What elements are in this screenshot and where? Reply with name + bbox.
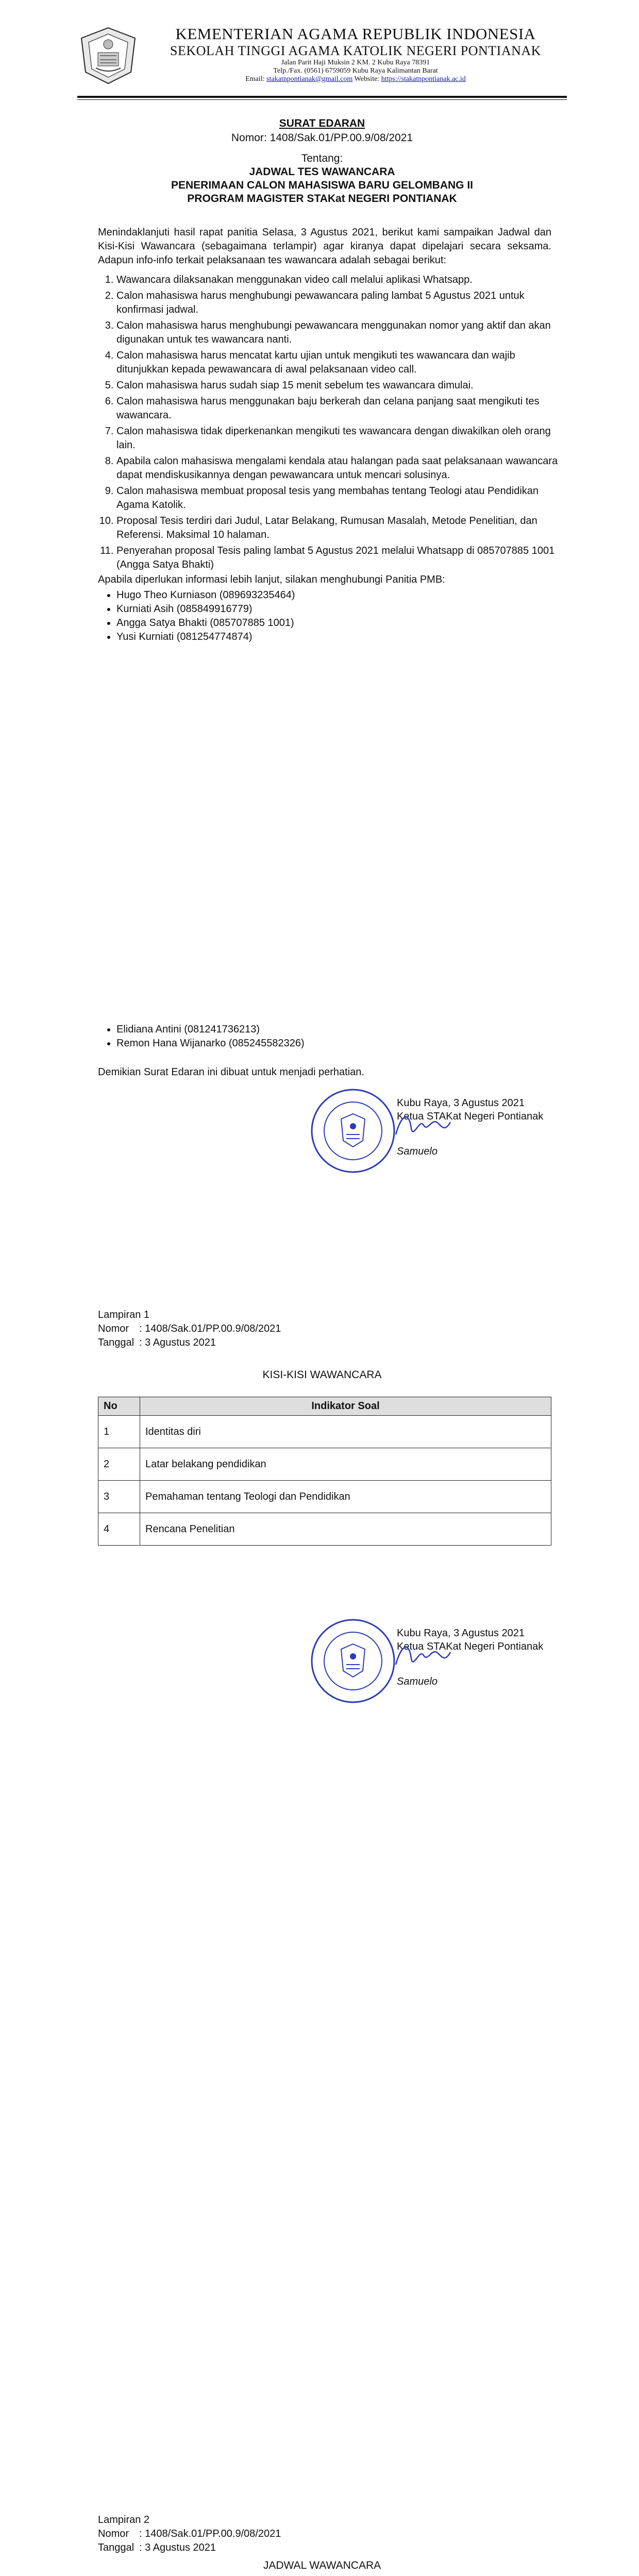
- nomor-key: Nomor: [98, 2528, 129, 2539]
- contact-intro: Apabila diperlukan informasi lebih lanjut, silakan menghubungi Panitia PMB:: [98, 574, 445, 585]
- row-number: 2: [98, 1448, 140, 1481]
- row-indicator: Latar belakang pendidikan: [140, 1448, 551, 1481]
- ministry-name: KEMENTERIAN AGAMA REPUBLIK INDONESIA: [175, 25, 536, 43]
- contact-list: [98, 588, 477, 644]
- page-surat-edaran: [0, 0, 639, 1205]
- contact-list-continued: [98, 1023, 477, 1050]
- jadwal-title: JADWAL WAWANCARA: [263, 2560, 381, 2571]
- tanggal-value: : 3 Agustus 2021: [139, 1337, 216, 1348]
- row-number: 3: [98, 1481, 140, 1513]
- list-item: 6. Calon mahasiswa harus menggunakan baju berkerah dan celana panjang saat mengikuti tes wawancara.: [116, 395, 570, 422]
- school-name: SEKOLAH TINGGI AGAMA KATOLIK NEGERI PONTIANAK: [170, 43, 541, 58]
- kementerian-agama-logo-icon: [77, 25, 139, 87]
- row-indicator: Identitas diri: [140, 1416, 551, 1448]
- contact-item: • Yusi Kurniati (081254774874): [116, 630, 477, 644]
- list-item: 4. Calon mahasiswa harus mencatat kartu ujian untuk mengikuti tes wawancara dan wajib ditunjukkan kepada pewawancara di awal pelaksanaan video call.: [116, 349, 570, 377]
- closing-sentence: Demikian Surat Edaran ini dibuat untuk menjadi perhatian.: [98, 1066, 364, 1078]
- list-item: 3. Calon mahasiswa harus menghubungi pewawancara menggunakan nomor yang aktif dan akan digunakan untuk tes wawancara nanti.: [116, 319, 570, 347]
- nomor-key: Nomor: [98, 1323, 129, 1334]
- subject-line-2: PENERIMAAN CALON MAHASISWA BARU GELOMBANG II: [171, 179, 474, 191]
- row-number: 1: [98, 1416, 140, 1448]
- intro-paragraph: Menindaklanjuti hasil rapat panitia Selasa, 3 Agustus 2021, berikut kami sampaikan Jadwal dan Kisi-Kisi Wawancara (sebagaimana terlampir) agar kiranya dapat dipelajari secara seksama. Adapun info-info terkait pelaksanaan tes wawancara adalah sebagai berikut:: [98, 227, 551, 266]
- contact-item: • Angga Satya Bhakti (085707885 1001): [116, 616, 477, 630]
- subject-line-1: JADWAL TES WAWANCARA: [249, 166, 395, 178]
- official-seal-icon: [309, 1617, 397, 1705]
- list-item: 1. Wawancara dilaksanakan menggunakan video call melalui aplikasi Whatsapp.: [116, 273, 570, 287]
- signature-place-date: Kubu Raya, 3 Agustus 2021: [397, 1628, 525, 1639]
- col-indikator: Indikator Soal: [140, 1397, 551, 1416]
- table-row: [98, 1513, 551, 1546]
- kisi-table: [98, 1397, 551, 1546]
- list-item: 10. Proposal Tesis terdiri dari Judul, Latar Belakang, Rumusan Masalah, Metode Penelitian, dan Referensi. Maksimal 10 halaman.: [116, 514, 570, 542]
- attachment-label: Lampiran 1: [98, 1309, 150, 1320]
- row-indicator: Rencana Penelitian: [140, 1513, 551, 1546]
- table-row: [98, 1481, 551, 1513]
- letterhead-divider-thin: [77, 99, 567, 100]
- contact-item: • Remon Hana Wijanarko (085245582326): [116, 1037, 477, 1050]
- attachment-label: Lampiran 2: [98, 2514, 150, 2526]
- email-link[interactable]: stakatnpontianak@gmail.com: [266, 75, 353, 83]
- info-list: [98, 273, 570, 574]
- letterhead-divider: [77, 96, 567, 98]
- list-item: 5. Calon mahasiswa harus sudah siap 15 menit sebelum tes wawancara dimulai.: [116, 379, 570, 393]
- list-item: 11. Penyerahan proposal Tesis paling lambat 5 Agustus 2021 melalui Whatsapp di 085707885 1001 (Angga Satya Bhakti): [116, 544, 570, 572]
- handwritten-signature-icon: [392, 1638, 453, 1674]
- subject-line-3: PROGRAM MAGISTER STAKat NEGERI PONTIANAK: [187, 193, 457, 205]
- list-item: 7. Calon mahasiswa tidak diperkenankan mengikuti tes wawancara dengan diwakilkan oleh orang lain.: [116, 425, 570, 452]
- page-lampiran-2: [0, 2410, 639, 2576]
- letterhead: [144, 25, 567, 83]
- handwritten-signature-icon: [392, 1108, 453, 1144]
- signature-position: Ketua STAKat Negeri Pontianak: [397, 1111, 544, 1122]
- address: Jalan Parit Haji Muksin 2 KM. 2 Kubu Raya 78391: [281, 59, 430, 66]
- tanggal-key: Tanggal: [98, 1337, 134, 1348]
- contact-links: [144, 75, 567, 83]
- attachment-meta: [98, 1308, 281, 1350]
- signature-position: Ketua STAKat Negeri Pontianak: [397, 1641, 544, 1652]
- letter-number: Nomor: 1408/Sak.01/PP.00.9/08/2021: [231, 132, 413, 144]
- page-lampiran-1: [0, 1205, 639, 2410]
- table-row: [98, 1416, 551, 1448]
- kisi-title: KISI-KISI WAWANCARA: [262, 1369, 382, 1381]
- contact-item: • Kurniati Asih (085849916779): [116, 602, 477, 616]
- signature-name: Samuelo: [397, 1676, 438, 1687]
- list-item: 8. Apabila calon mahasiswa mengalami kendala atau halangan pada saat pelaksanaan wawancara dapat mendiskusikannya dengan pewawancara untuk mencari solusinya.: [116, 454, 570, 482]
- email-label: Email:: [245, 75, 265, 83]
- letter-title: SURAT EDARAN: [279, 117, 365, 129]
- tanggal-key: Tanggal: [98, 2542, 134, 2553]
- subject-label: Tentang:: [301, 152, 343, 164]
- contact-item: • Elidiana Antini (081241736213): [116, 1023, 477, 1037]
- list-item: 2. Calon mahasiswa harus menghubungi pewawancara paling lambat 5 Agustus 2021 untuk konfirmasi jadwal.: [116, 289, 570, 317]
- website-label: Website:: [354, 75, 380, 83]
- website-link[interactable]: https://stakatnpontianak.ac.id: [381, 75, 466, 83]
- phone: Telp./Fax. (0561) 6759059 Kubu Raya Kalimantan Barat: [273, 67, 438, 75]
- nomor-value: : 1408/Sak.01/PP.00.9/08/2021: [139, 2528, 281, 2539]
- row-indicator: Pemahaman tentang Teologi dan Pendidikan: [140, 1481, 551, 1513]
- tanggal-value: : 3 Agustus 2021: [139, 2542, 216, 2553]
- signature-name: Samuelo: [397, 1146, 438, 1157]
- table-row: [98, 1448, 551, 1481]
- official-seal-icon: [309, 1087, 397, 1175]
- list-item: 9. Calon mahasiswa membuat proposal tesis yang membahas tentang Teologi atau Pendidikan Agama Katolik.: [116, 484, 570, 512]
- attachment-meta: [98, 2513, 281, 2555]
- signature-place-date: Kubu Raya, 3 Agustus 2021: [397, 1097, 525, 1109]
- contact-item: • Hugo Theo Kurniason (089693235464): [116, 588, 477, 602]
- col-no: No: [98, 1397, 140, 1416]
- nomor-value: : 1408/Sak.01/PP.00.9/08/2021: [139, 1323, 281, 1334]
- row-number: 4: [98, 1513, 140, 1546]
